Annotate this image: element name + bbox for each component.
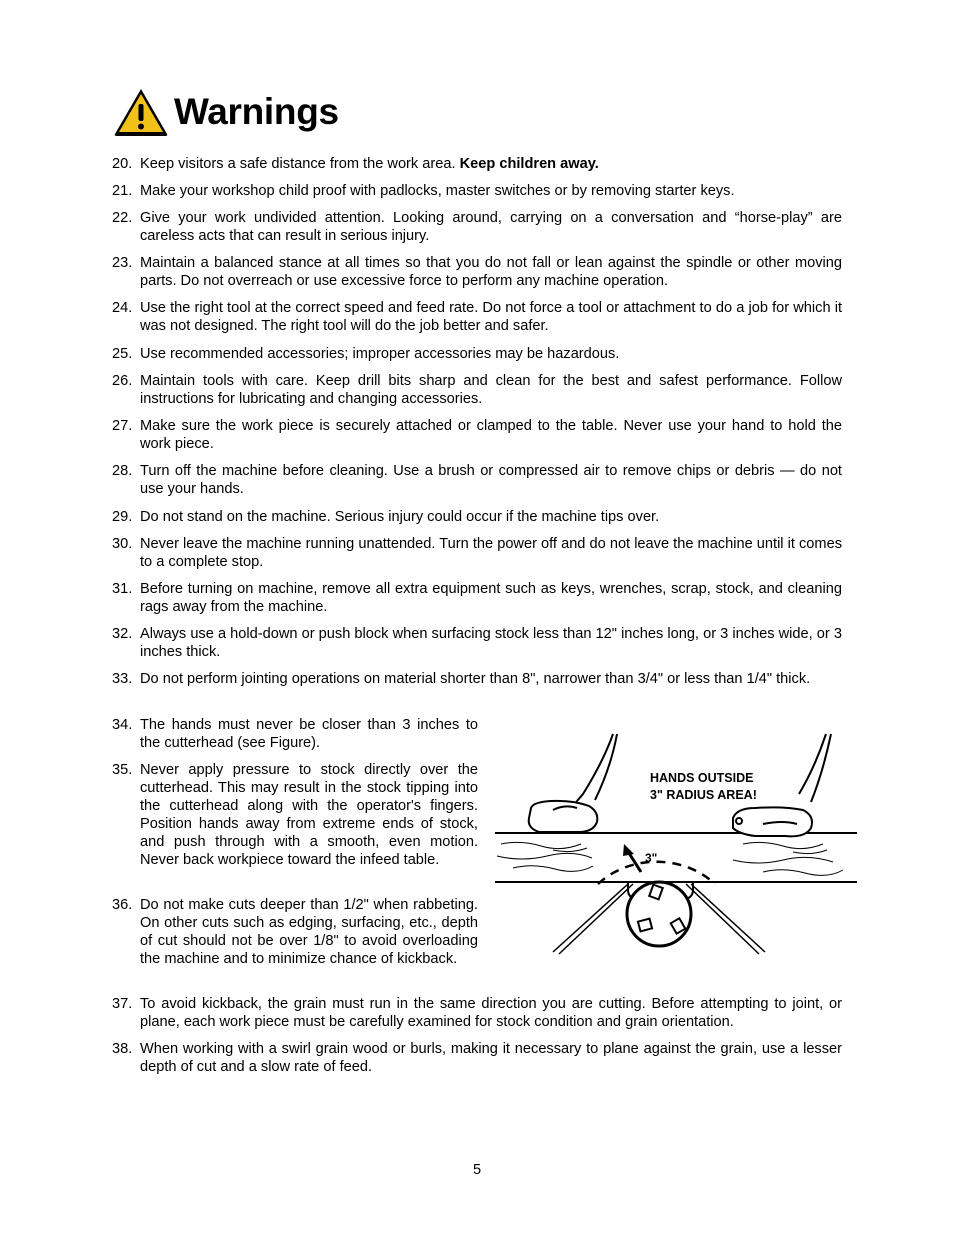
item-number: 23.	[112, 255, 133, 271]
item-text-bold: Keep children away.	[459, 156, 599, 172]
warning-triangle-icon	[112, 86, 170, 138]
item-text: Never apply pressure to stock directly over the cutterhead. This may result in the stock tipping into the cutterhead along with the operator's fingers. Position hands away from extreme ends of stock, and push through with a smooth, even motion. Never back workpiece toward the infeed table.	[140, 762, 478, 868]
item-text	[140, 155, 842, 173]
item-number: 34.	[112, 717, 133, 733]
item-text: Do not make cuts deeper than 1/2" when rabbeting. On other cuts such as edging, surfacing, etc., depth of cut should not be over 1/8" to avoid overloading the machine and to minimize chance of kickback.	[140, 897, 478, 967]
item-text: Give your work undivided attention. Looking around, carrying on a conversation and “horse-play” are careless acts that can result in serious injury.	[140, 210, 842, 244]
item-number: 30.	[112, 536, 133, 552]
item-text-regular: Keep visitors a safe distance from the work area.	[140, 156, 460, 172]
item-text: When working with a swirl grain wood or burls, making it necessary to plane against the grain, use a lesser depth of cut and a slow rate of feed.	[140, 1041, 842, 1075]
item-number: 38.	[112, 1041, 133, 1057]
item-number: 26.	[112, 373, 133, 389]
item-number: 25.	[112, 346, 133, 362]
item-text: Make your workshop child proof with padlocks, master switches or by removing starter keys.	[140, 183, 735, 199]
item-text: Use recommended accessories; improper accessories may be hazardous.	[140, 346, 620, 362]
item-text: Maintain a balanced stance at all times so that you do not fall or lean against the spindle or other moving parts. Do not overreach or use excessive force to perform any machine operation.	[140, 255, 842, 289]
item-number: 22.	[112, 210, 133, 226]
item-number: 21.	[112, 183, 133, 199]
item-number: 37.	[112, 996, 133, 1012]
cutterhead-figure	[493, 732, 858, 957]
item-text: To avoid kickback, the grain must run in the same direction you are cutting. Before attempting to joint, or plane, each work piece must be carefully examined for stock condition and grain orientation.	[140, 996, 842, 1030]
radius-label: 3"	[645, 851, 658, 865]
item-number: 27.	[112, 418, 133, 434]
item-number: 33.	[112, 671, 133, 687]
figure-label-line2: 3" RADIUS AREA!	[650, 788, 757, 802]
item-text: The hands must never be closer than 3 inches to the cutterhead (see Figure).	[140, 717, 478, 751]
item-text: Always use a hold-down or push block when surfacing stock less than 12" inches long, or 3 inches wide, or 3 inches thick.	[140, 626, 842, 660]
item-number: 28.	[112, 463, 133, 479]
item-number: 32.	[112, 626, 133, 642]
item-number: 36.	[112, 897, 133, 913]
section-header	[112, 84, 339, 140]
item-text: Turn off the machine before cleaning. Use a brush or compressed air to remove chips or debris — do not use your hands.	[140, 463, 842, 497]
item-text: Use the right tool at the correct speed and feed rate. Do not force a tool or attachment to do a job for which it was not designed. The right tool will do the job better and safer.	[140, 300, 842, 334]
item-number: 20.	[112, 156, 133, 172]
item-number: 24.	[112, 300, 133, 316]
item-number: 35.	[112, 762, 133, 778]
item-text: Do not stand on the machine. Serious injury could occur if the machine tips over.	[140, 509, 660, 525]
item-text: Never leave the machine running unattended. Turn the power off and do not leave the machine until it comes to a complete stop.	[140, 536, 842, 570]
page-title: Warnings	[174, 91, 339, 132]
page-number: 5	[472, 1162, 482, 1178]
item-text: Do not perform jointing operations on material shorter than 8", narrower than 3/4" or less than 1/4" thick.	[140, 671, 811, 687]
item-text: Make sure the work piece is securely attached or clamped to the table. Never use your hand to hold the work piece.	[140, 418, 842, 452]
item-text: Before turning on machine, remove all extra equipment such as keys, wrenches, scrap, stock, and cleaning rags away from the machine.	[140, 581, 842, 615]
item-number: 31.	[112, 581, 133, 597]
figure-label-line1: HANDS OUTSIDE	[650, 771, 754, 785]
item-text: Maintain tools with care. Keep drill bits sharp and clean for the best and safest performance. Follow instructions for lubricating and changing accessories.	[140, 373, 842, 407]
item-number: 29.	[112, 509, 133, 525]
